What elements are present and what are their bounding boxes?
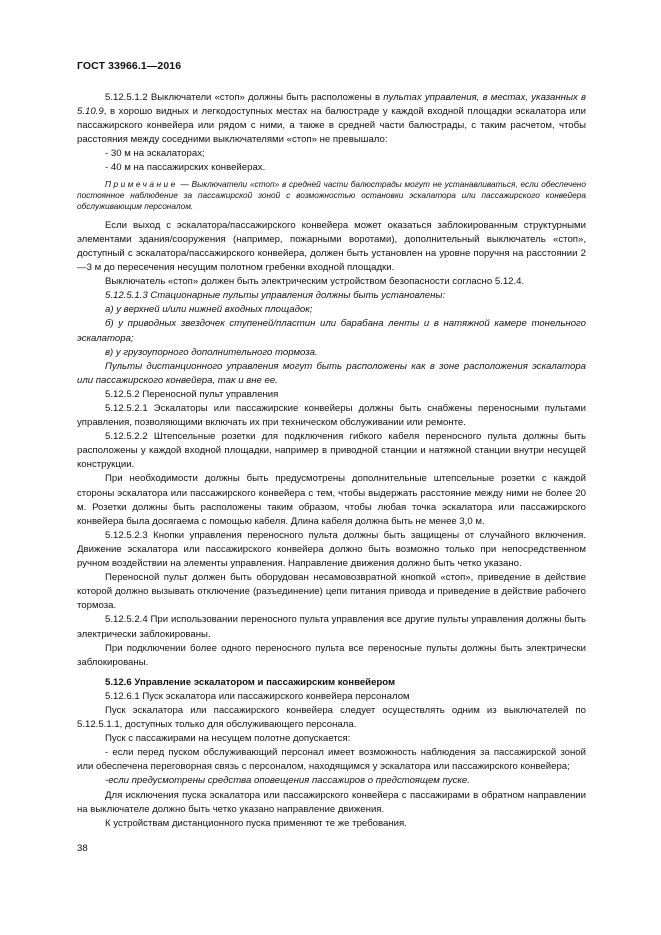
- paragraph: Пуск с пассажирами на несущем полотне допускается:: [105, 733, 351, 745]
- list-item: в) у грузоупорного дополнительного тормоза.: [105, 346, 318, 358]
- paragraph-text: , в хорошо видных и легкодоступных местах на балюстраде у каждой входной площадки эскалатора или пассажирского конвейера или рядом с ними, а также в средней части балюстрады, с таким расчетом, чтобы расстояния между соседними выключателями «стоп» не превышало:: [77, 106, 586, 146]
- paragraph-5-12-5-1-3: 5.12.5.1.3 Стационарные пульты управления должны быть установлены:: [105, 290, 446, 302]
- list-item: а) у верхней и/или нижней входных площадок;: [105, 304, 313, 316]
- list-item: - 30 м на эскалаторах;: [105, 148, 205, 160]
- paragraph: Выключатель «стоп» должен быть электрическим устройством безопасности согласно 5.12.4.: [105, 276, 525, 288]
- paragraph-5-12-5-2-2: 5.12.5.2.2 Штепсельные розетки для подключения гибкого кабеля переносного пульта должны быть расположены у каждой входной площадки, например в приводной станции и натяжной станции внутри несущей конструкции.: [77, 431, 586, 471]
- list-item: б) у приводных звездочек ступеней/пластин или барабана ленты и в натяжной камере тонельного эскалатора;: [77, 318, 586, 344]
- page-number: 38: [77, 843, 88, 854]
- paragraph: Для исключения пуска эскалатора или пассажирского конвейера с пассажирами в обратном направлении на выключателе должно быть четко указано направление движения.: [77, 789, 586, 815]
- list-item: -если предусмотрены средства оповещения пассажиров о предстоящем пуске.: [105, 775, 470, 787]
- subsection-heading: 5.12.5.2 Переносной пульт управления: [105, 388, 279, 400]
- list-item: - 40 м на пассажирских конвейерах.: [105, 162, 266, 174]
- paragraph: Пульты дистанционного управления могут быть расположены как в зоне расположения эскалатора или пассажирского конвейера, так и вне ее.: [77, 360, 586, 386]
- paragraph-5-12-5-1-2: [77, 91, 586, 147]
- paragraph-5-12-5-2-4: 5.12.5.2.4 При использовании переносного пульта управления все другие пульты управления должны быть электрически заблокированы.: [77, 614, 586, 640]
- paragraph: При необходимости должны быть предусмотрены дополнительные штепсельные розетки с каждой стороны эскалатора или пассажирского конвейера с тем, чтобы выдержать расстояние между ними не более 20 м. Розетки должны быть расположены таким образом, чтобы любая точка эскалатора или пассажирского конвейера была досягаема с помощью кабеля. Длина кабеля должна быть не менее 3,0 м.: [77, 473, 586, 527]
- paragraph-italic-text: пультах управления, в местах, указанных в 5.10.9: [77, 92, 586, 118]
- document-header: ГОСТ 33966.1—2016: [77, 60, 182, 72]
- paragraph: Пуск эскалатора или пассажирского конвейера следует осуществлять одним из выключателей по 5.12.5.1.1, доступных только для обслуживающего персонала.: [77, 704, 586, 731]
- paragraph-text: 5.12.5.1.2 Выключатели «стоп» должны быть расположены в: [105, 92, 384, 103]
- note-label: Примечание: [105, 178, 178, 189]
- document-body: [77, 91, 586, 831]
- paragraph: Если выход с эскалатора/пассажирского конвейера может оказаться заблокированным структурными элементами здания/сооружения (например, пожарными воротами), дополнительный выключатель «стоп», доступный с эскалатора/пассажирского конвейера, должен быть установлен на уровне поручня на расстоянии 2—3 м до пересечения несущим полотном гребенки входной площадки.: [77, 219, 586, 274]
- list-item: - если перед пуском обслуживающий персонал имеет возможность наблюдения за пассажирской зоной или обеспечена переговорная связь с персоналом, находящимся у эскалатора или пассажирского конвейера;: [77, 747, 586, 773]
- subsection-heading: 5.12.6.1 Пуск эскалатора или пассажирского конвейера персоналом: [105, 690, 410, 702]
- note-text: — Выключатели «стоп» в средней части балюстрады могут не устанавливаться, если обеспечено постоянное наблюдение за пассажирской зоной с возможностью остановки эскалатора или пассажирского конвейера обслуживающим персоналом.: [77, 178, 586, 212]
- paragraph: К устройствам дистанционного пуска применяют те же требования.: [105, 817, 407, 829]
- paragraph: Переносной пульт должен быть оборудован несамовозвратной кнопкой «стоп», приведение в действие которой должно вызывать отключение (разъединение) цепи питания привода и приведение в действие рабочего тормоза.: [77, 572, 586, 612]
- note: [77, 179, 586, 213]
- paragraph-5-12-5-2-3: 5.12.5.2.3 Кнопки управления переносного пульта должны быть защищены от случайного включения. Движение эскалатора или пассажирского конвейера должно быть возможно только при непосредственном ручном воздействии на элементы управления. Направление движения должно быть четко указано.: [77, 529, 586, 570]
- section-heading: 5.12.6 Управление эскалатором и пассажирским конвейером: [105, 676, 396, 688]
- paragraph: При подключении более одного переносного пульта все переносные пульты должны быть электрически заблокированы.: [77, 642, 586, 668]
- paragraph-5-12-5-2-1: 5.12.5.2.1 Эскалаторы или пассажирские конвейеры должны быть снабжены переносными пультами управления, позволяющими включать их при техническом обслуживании или ремонте.: [77, 403, 586, 429]
